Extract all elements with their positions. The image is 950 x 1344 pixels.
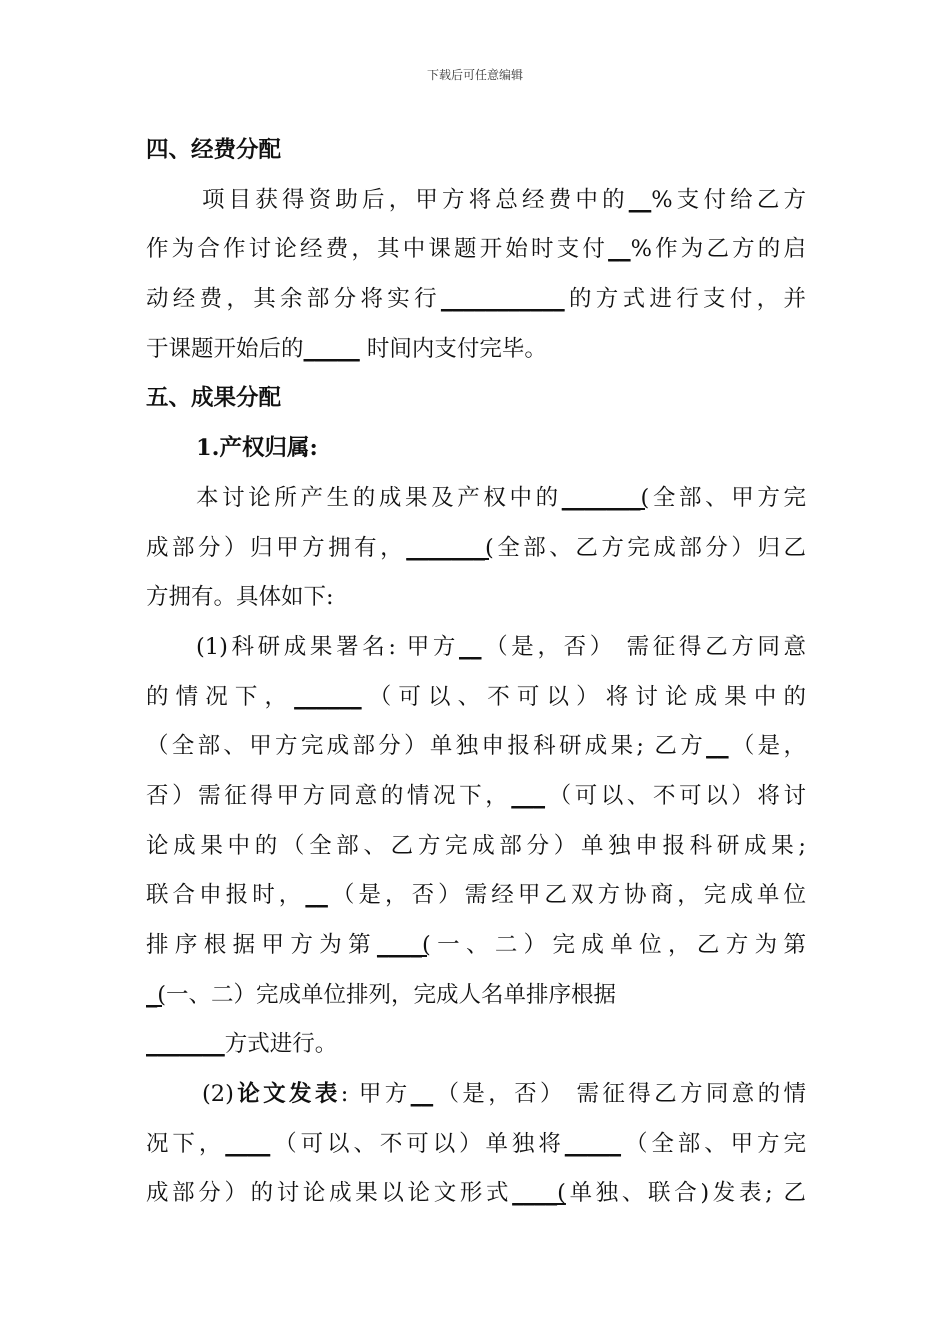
text: 的方式进行支付，并 <box>564 286 806 313</box>
blank-field: _______ <box>146 1031 225 1058</box>
paragraph-line <box>146 176 806 226</box>
text: （是，否） 需征得乙方同意 <box>481 633 806 660</box>
blank-field: _____ <box>564 1130 622 1157</box>
blank-field: _____ <box>303 335 360 362</box>
paragraph-line <box>146 673 806 723</box>
paragraph-line <box>146 275 806 325</box>
document-body <box>146 126 806 1219</box>
text: (2) <box>202 1081 234 1108</box>
paragraph-line <box>146 573 806 623</box>
blank-field: ____( <box>512 1180 566 1207</box>
text: （全部、甲方完成部分）单独申报科研成果; 乙方 <box>146 733 707 760</box>
text: 一、二）完成单位排列，完成人名单排序根据 <box>166 981 617 1008</box>
text: 动经费，其余部分将实行 <box>146 286 441 313</box>
text: 于课题开始后的 <box>146 335 304 362</box>
text: （可以、不可以）将讨 <box>545 782 806 809</box>
paragraph-line <box>146 1169 806 1219</box>
text: 项目获得资助后，甲方将总经费中的 <box>202 186 629 213</box>
blank-field: __ <box>706 733 729 760</box>
paragraph-line <box>146 1070 806 1120</box>
text: （是， <box>728 733 806 760</box>
text: 全部、乙方完成部分）归乙 <box>493 534 806 561</box>
text: 作为合作讨论经费，其中课题开始时支付 <box>146 236 609 263</box>
text: 论成果中的（全部、乙方完成部分）单独申报科研成果; <box>146 832 806 859</box>
section-heading-results: 五、成果分配 <box>146 385 282 412</box>
text: 况下， <box>146 1130 226 1157</box>
blank-field: __ <box>410 1081 434 1108</box>
text: : 甲方 <box>340 1081 411 1108</box>
paragraph-line <box>146 921 806 971</box>
blank-field: __ <box>305 882 328 909</box>
text: %作为乙方的启 <box>630 236 806 263</box>
text: %支付给乙方 <box>651 186 806 213</box>
text: (1)科研成果署名: 甲方 <box>196 633 460 660</box>
text: （全部、甲方完 <box>621 1130 806 1157</box>
text: 单独、联合)发表; 乙 <box>565 1180 806 1207</box>
text: 成部分）的讨论成果以论文形式 <box>146 1180 513 1207</box>
text: 一、二）完成单位，乙方为第 <box>430 932 806 958</box>
section-heading-funding: 四、经费分配 <box>146 137 282 163</box>
paragraph-line <box>146 772 806 822</box>
paragraph-line <box>146 1020 806 1070</box>
blank-field: __ <box>459 633 482 660</box>
paragraph-line <box>146 871 806 921</box>
subheading-paper-publication: 论文发表 <box>233 1081 341 1108</box>
text: （是，否） 需征得乙方同意的情 <box>433 1081 806 1108</box>
text: 的情况下， <box>146 683 295 710</box>
paragraph-line <box>146 474 806 524</box>
text: 本讨论所产生的成果及产权中的 <box>196 484 562 511</box>
text: 方式进行。 <box>224 1031 338 1058</box>
paragraph-line <box>146 822 806 872</box>
text: （可以、不可以）将讨论成果中的 <box>361 683 806 710</box>
blank-field: ___ <box>511 782 546 809</box>
text: 联合申报时， <box>146 882 306 909</box>
text: 全部、甲方完 <box>649 484 806 511</box>
paragraph-line <box>146 722 806 772</box>
blank-field: _( <box>146 981 167 1008</box>
paragraph-line <box>146 971 806 1021</box>
paragraph-line <box>146 325 806 375</box>
text: 方拥有。具体如下: <box>146 584 334 611</box>
subheading-ownership: 1.产权归属: <box>196 435 318 462</box>
text: 成部分）归甲方拥有， <box>146 534 407 561</box>
paragraph-line <box>146 524 806 574</box>
blank-field: __ <box>608 236 631 263</box>
blank-field: _______( <box>406 534 494 561</box>
paragraph-line <box>146 225 806 275</box>
text: 排序根据甲方为第 <box>146 932 377 958</box>
text: 时间内支付完毕。 <box>359 335 547 362</box>
blank-field: ____ <box>225 1130 271 1157</box>
blank-field: ______ <box>294 683 362 710</box>
text: 否）需征得甲方同意的情况下， <box>146 782 512 809</box>
blank-field: ___________ <box>440 286 565 313</box>
text: （是，否）需经甲乙双方协商，完成单位 <box>327 882 806 909</box>
paragraph-line <box>146 1120 806 1170</box>
text: （可以、不可以）单独将 <box>270 1130 565 1157</box>
blank-field: _______( <box>561 484 650 511</box>
blank-field: ____( <box>376 932 431 958</box>
paragraph-line <box>146 623 806 673</box>
page-header: 下载后可任意编辑 <box>426 68 523 82</box>
blank-field: __ <box>628 186 652 213</box>
